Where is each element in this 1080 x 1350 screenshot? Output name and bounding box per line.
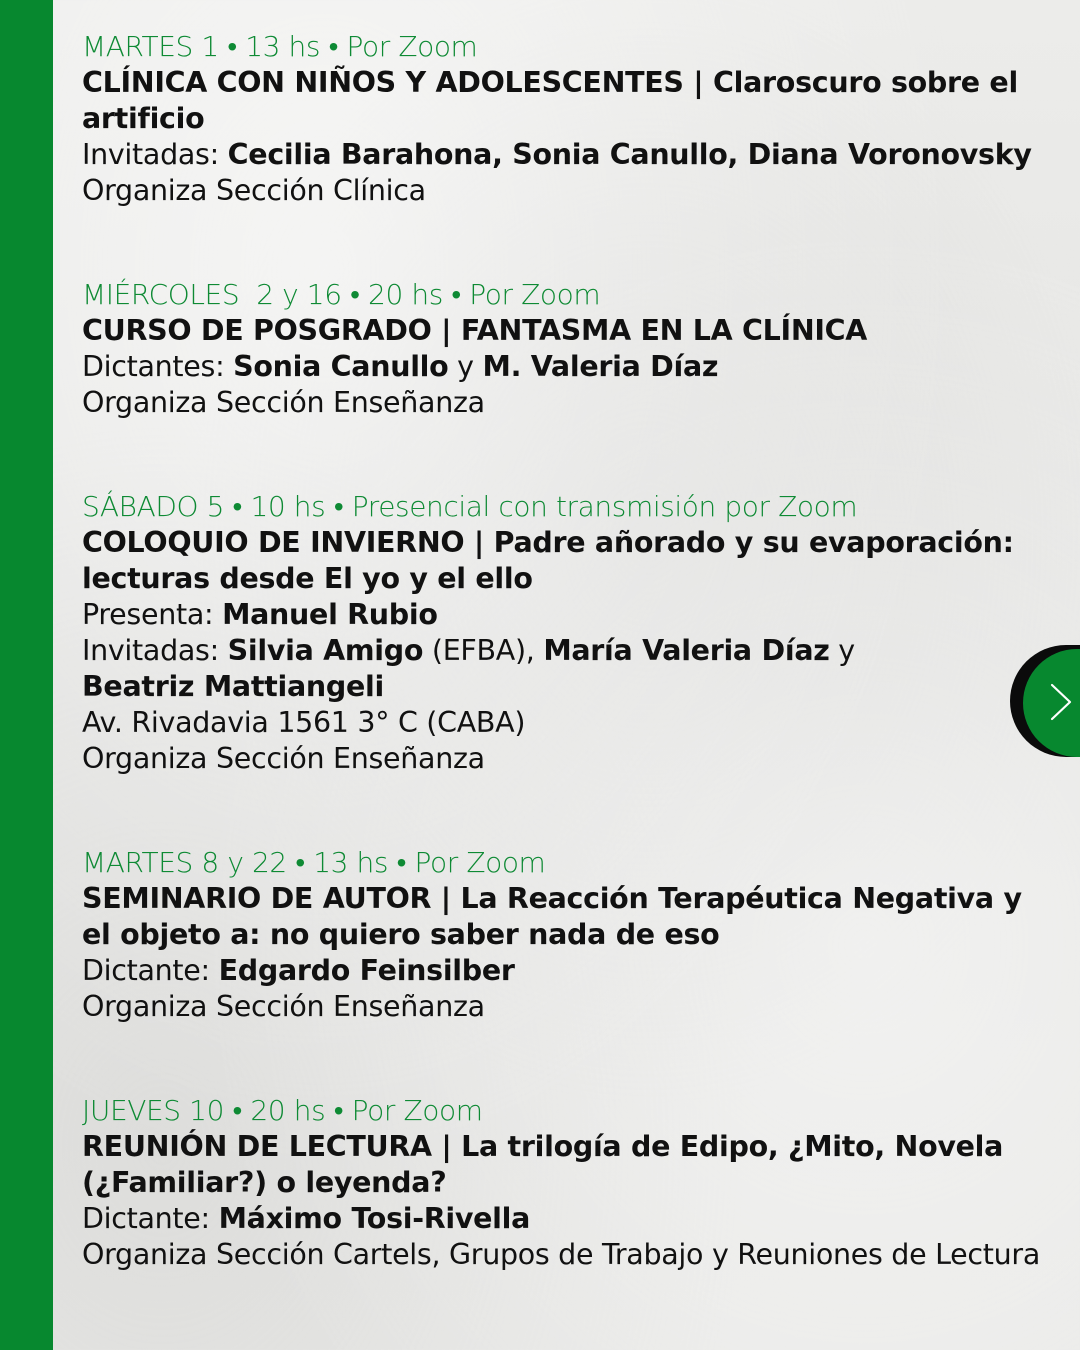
event-people [82, 953, 1062, 989]
event-guests [82, 633, 1062, 669]
event-organizer: Organiza Sección Enseñanza [82, 742, 485, 775]
guest-note: (EFBA), [423, 634, 544, 667]
chevron-right-icon[interactable] [1046, 682, 1076, 722]
people-label: Dictante: [82, 954, 219, 987]
event-item [82, 29, 1062, 209]
presenter-label: Presenta: [82, 598, 223, 631]
event-organizer: Organiza Sección Enseñanza [82, 990, 485, 1023]
people-names: Máximo Tosi-Rivella [218, 1202, 531, 1235]
event-title: CLÍNICA CON NIÑOS Y ADOLESCENTES | Claroscuro sobre el artificio [82, 66, 1018, 135]
event-title: REUNIÓN DE LECTURA | La trilogía de Edipo, ¿Mito, Novela (¿Familiar?) o leyenda? [82, 1130, 1004, 1199]
event-date: JUEVES 10 • 20 hs • Por Zoom [82, 1094, 483, 1127]
event-organizer: Organiza Sección Enseñanza [82, 386, 485, 419]
event-item [82, 489, 1062, 777]
guest-name: María Valeria Díaz [543, 634, 830, 667]
people-names: Cecilia Barahona, Sonia Canullo, Diana Voronovsky [227, 138, 1032, 171]
event-date: MARTES 1 • 13 hs • Por Zoom [82, 30, 478, 63]
events-list [82, 29, 1062, 1273]
person-name: Sonia Canullo [233, 350, 449, 383]
event-item [82, 845, 1062, 1025]
person-name: M. Valeria Díaz [482, 350, 719, 383]
presenter-name: Manuel Rubio [222, 598, 438, 631]
guests-label: Invitadas: [82, 634, 228, 667]
event-people [82, 349, 1062, 385]
connector-text: y [448, 350, 483, 383]
event-title: COLOQUIO DE INVIERNO | Padre añorado y su evaporación: lecturas desde El yo y el ello [82, 526, 1014, 595]
people-names: Edgardo Feinsilber [218, 954, 515, 987]
event-date: SÁBADO 5 • 10 hs • Presencial con transmisión por Zoom [82, 490, 858, 523]
guest-name: Silvia Amigo [227, 634, 424, 667]
connector-text: y [829, 634, 855, 667]
people-label: Dictantes: [82, 350, 234, 383]
event-title: CURSO DE POSGRADO | FANTASMA EN LA CLÍNICA [82, 314, 868, 347]
event-organizer: Organiza Sección Clínica [82, 174, 426, 207]
event-item [82, 1093, 1062, 1273]
event-item [82, 277, 1062, 421]
people-label: Invitadas: [82, 138, 228, 171]
event-people [82, 1201, 1062, 1237]
event-presenter [82, 597, 1062, 633]
event-title: SEMINARIO DE AUTOR | La Reacción Terapéutica Negativa y el objeto a: no quiero saber nada de eso [82, 882, 1022, 951]
green-sidebar-bar [0, 0, 53, 1350]
guest-name: Beatriz Mattiangeli [82, 670, 384, 703]
event-organizer: Organiza Sección Cartels, Grupos de Trabajo y Reuniones de Lectura [82, 1238, 1040, 1271]
event-people [82, 137, 1062, 173]
event-address: Av. Rivadavia 1561 3° C (CABA) [82, 706, 526, 739]
event-date: MARTES 8 y 22 • 13 hs • Por Zoom [82, 846, 546, 879]
people-label: Dictante: [82, 1202, 219, 1235]
event-date: MIÉRCOLES 2 y 16 • 20 hs • Por Zoom [82, 278, 601, 311]
